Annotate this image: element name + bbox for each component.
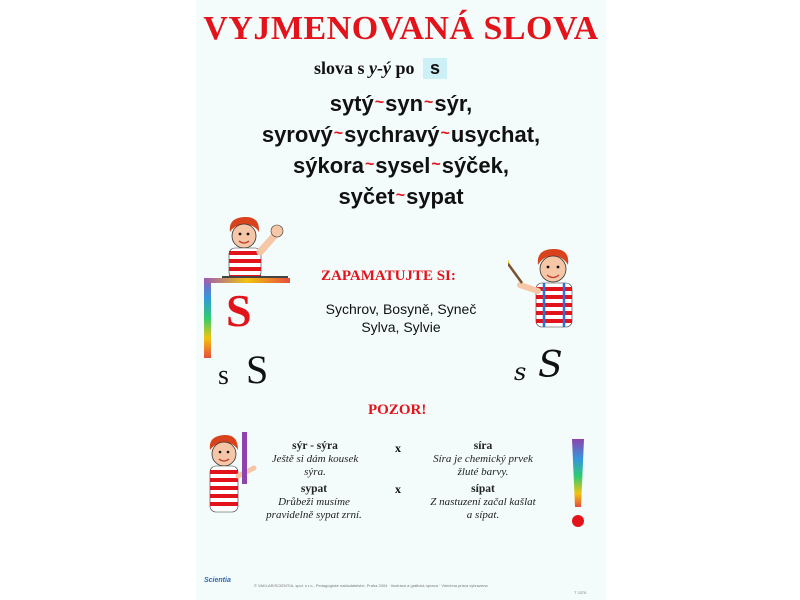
subtitle-po: po	[395, 58, 415, 78]
pozor-sentence: Drůbeži musíme pravidelně sypat zrní.	[266, 496, 362, 521]
separator: ~	[364, 156, 375, 173]
separator: ~	[333, 125, 344, 142]
poster-code: T 3378	[574, 590, 587, 595]
separator: ~	[395, 187, 406, 204]
capital-letter-s: S	[246, 347, 269, 392]
remember-heading: ZAPAMATUJTE SI:	[321, 268, 456, 284]
separator: ~	[424, 94, 434, 111]
page-title: VYJMENOVANÁ SLOVA	[203, 10, 599, 47]
separator: ~	[431, 156, 441, 173]
pozor-card-right-1	[428, 440, 538, 479]
pozor-heading: POZOR!	[368, 402, 427, 418]
poster	[196, 0, 606, 600]
remember-names	[301, 300, 501, 336]
cursive-capital-s: S	[538, 345, 563, 386]
word-list	[196, 88, 606, 212]
word: sýček,	[441, 153, 509, 178]
footer-text: © VAKLAR/SCIENTIA, spol. s r.o., Pedagogické nakladatelství, Praha 2004 · Ilustrace a grafická úprava · Všechna práva vyhrazena	[254, 583, 488, 588]
remember-line-2: Sylva, Sylvie	[361, 319, 441, 335]
pozor-sentence: Síra je chemický prvek žluté barvy.	[433, 453, 533, 478]
subtitle-letter: s	[423, 58, 447, 79]
pozor-x-2: x	[395, 482, 401, 496]
word: sýr,	[434, 91, 473, 116]
word: syrový	[261, 122, 333, 147]
word: syčet	[338, 184, 395, 209]
pozor-word: sypat	[300, 483, 328, 495]
word: usychat,	[450, 122, 541, 147]
separator: ~	[440, 125, 450, 142]
word: sysel	[375, 153, 431, 178]
word-line	[196, 88, 606, 119]
word: sytý	[329, 91, 374, 116]
word: syn	[385, 91, 424, 116]
pozor-sentence: Z nastuzení začal kašlat a sípat.	[430, 496, 536, 521]
separator: ~	[374, 94, 385, 111]
pozor-word: sýr - sýra	[292, 440, 338, 452]
cursive-small-s: s	[514, 358, 527, 386]
word-line	[196, 119, 606, 150]
word: sýkora	[293, 153, 364, 178]
small-letter-s: s	[218, 360, 229, 391]
pozor-x-1: x	[395, 441, 401, 455]
pozor-word: sípat	[471, 483, 495, 495]
subtitle-text: slova s	[314, 58, 365, 78]
pozor-card-right-2	[428, 483, 538, 522]
pozor-card-left-2	[256, 483, 372, 522]
word-line	[196, 150, 606, 181]
pozor-sentence: Ještě si dám kousek sýra.	[271, 453, 359, 478]
pozor-word: síra	[473, 440, 493, 452]
remember-line-1: Sychrov, Bosyně, Syneč	[325, 301, 477, 317]
word: sypat	[406, 184, 464, 209]
boy-pointing-illustration	[202, 430, 258, 520]
big-red-letter-s: S	[226, 285, 252, 336]
word-line	[196, 181, 606, 212]
rainbow-exclamation-mark	[568, 437, 588, 529]
subtitle	[314, 58, 447, 79]
subtitle-yy: y-ý	[369, 58, 391, 78]
pozor-card-left-1	[262, 440, 368, 479]
word: sychravý	[344, 122, 440, 147]
boy-with-pointer-illustration	[508, 245, 596, 330]
publisher-logo: Scientia	[204, 577, 231, 584]
